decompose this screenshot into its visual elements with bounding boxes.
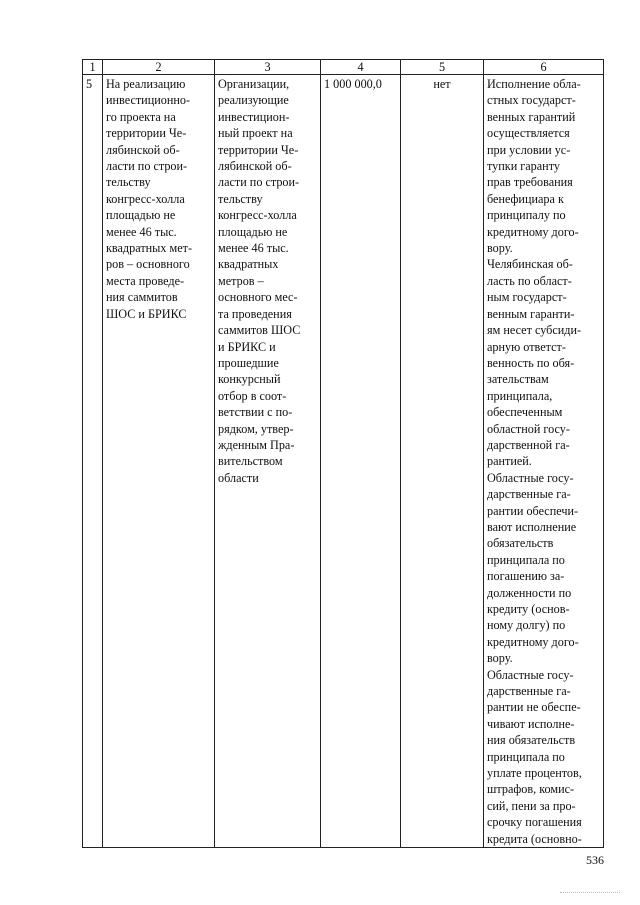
- header-col-2: 2: [103, 60, 215, 75]
- header-col-3: 3: [215, 60, 321, 75]
- scan-artifact-divider: [560, 892, 620, 894]
- table-row: [83, 75, 604, 848]
- amount-cell: 1 000 000,0: [321, 75, 401, 848]
- purpose-cell: На реализацию инвестиционно- го проекта на территории Че- лябинской об- ласти по строи- тельству конгресс-холла площадью не менее 46 тыс. квадратных мет- ров – основного места проведе- ния саммитов ШОС и БРИКС: [103, 75, 215, 848]
- principal-cell: Организации, реализующие инвестицион- ный проект на территории Че- лябинской об- ласти по строи- тельству конгресс-холла площадью не менее 46 тыс. квадратных метров – основного мес- та проведения саммитов ШОС и БРИКС и прошедшие конкурсный отбор в соот- ветствии с по- рядком, утвер- жденным Пра- вительством области: [215, 75, 321, 848]
- guarantee-table: [82, 59, 604, 848]
- header-col-5: 5: [401, 60, 484, 75]
- header-col-4: 4: [321, 60, 401, 75]
- header-col-1: 1: [83, 60, 103, 75]
- page-number: 536: [586, 853, 604, 867]
- header-col-6: 6: [484, 60, 604, 75]
- row-number-cell: 5: [83, 75, 103, 848]
- conditions-cell: Исполнение обла- стных государст- венных гарантий осуществляется при условии ус- тупки гаранту прав требования бенефициара к принципалу по кредитному дого- вору. Челябинская об- ласть по област- ным государст- венным гаранти- ям несет субсиди- арную ответст- венность по обя- зательствам принципала, обеспеченным областной госу- дарственной га- рантией. Областные госу- дарственные га- рантии обеспечи- вают исполнение обязательств принципала по погашению за- долженности по кредиту (основ- ному долгу) по кредитному дого- вору. Областные госу- дарственные га- рантии не обеспе- чивают исполне- ния обязательств принципала по уплате процентов, штрафов, комис- сий, пени за про- срочку погашения кредита (основно-: [484, 75, 604, 848]
- table-header-row: [83, 60, 604, 75]
- regress-cell: нет: [401, 75, 484, 848]
